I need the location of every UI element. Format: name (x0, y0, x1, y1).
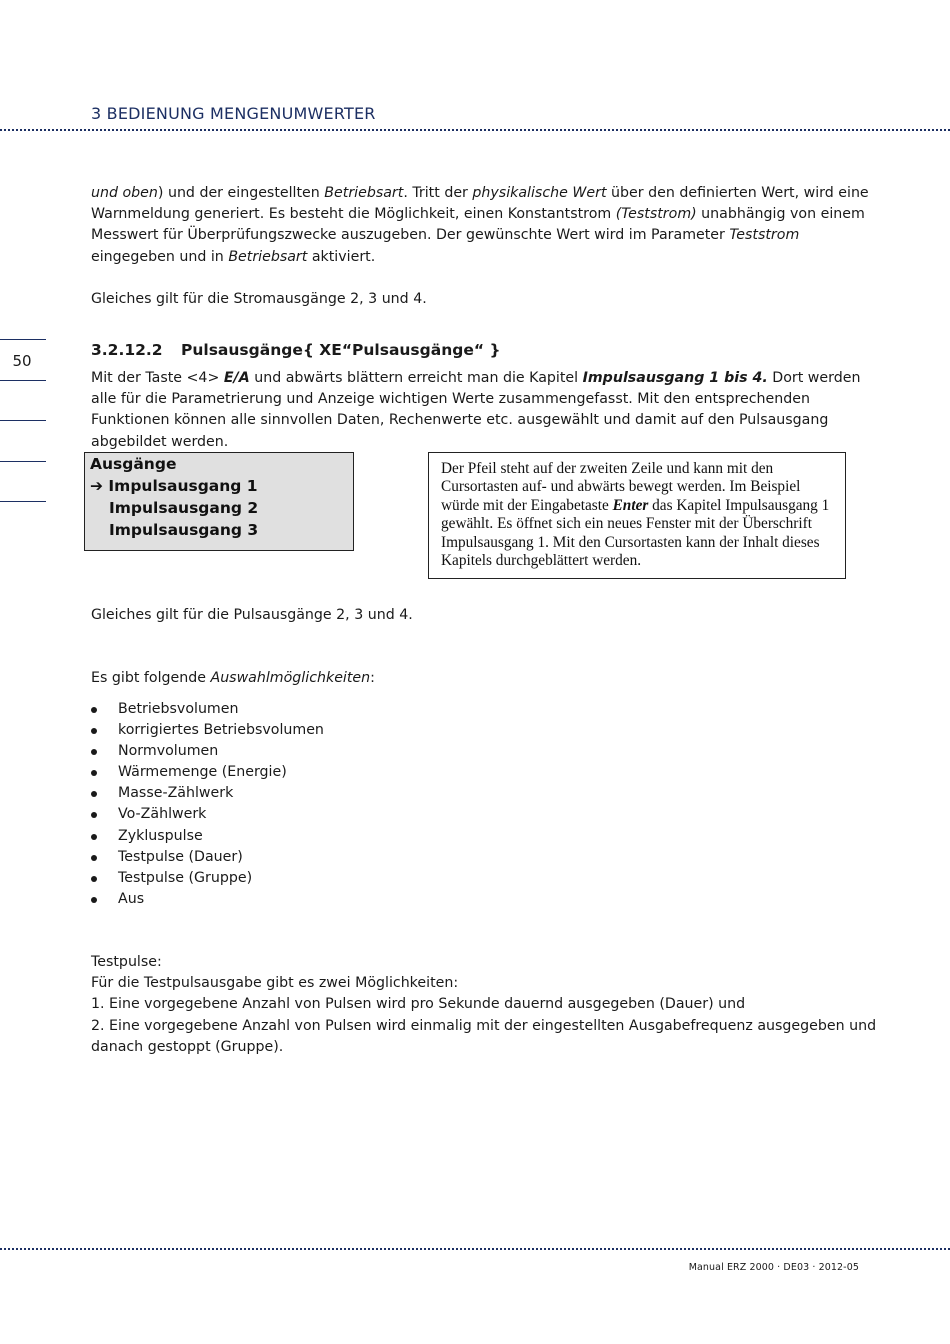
display-item-label: Impulsausgang 1 (108, 477, 258, 495)
note-text: das Kapitel Impulsausgang 1 gewählt. Es öffnet sich ein neues Fenster mit der Überschrift Impulsausgang 1. Mit den Cursortasten kann der Inhalt dieses Kapitels durchgeblättert werden. (441, 496, 830, 570)
sidebar-rule (0, 501, 46, 502)
list-item-label: Zykluspulse (118, 827, 203, 844)
intro-text: eingegeben und in (91, 248, 229, 265)
display-item: Impulsausgang 2 (109, 499, 259, 517)
list-item-label: korrigiertes Betriebsvolumen (118, 722, 324, 739)
footer-text: Manual ERZ 2000 · DE03 · 2012-05 (688, 1262, 859, 1273)
options-intro-text: Es gibt folgende (91, 670, 211, 686)
list-item-label: Normvolumen (118, 743, 219, 760)
chapter-reference: Impulsausgang 1 bis 4. (582, 370, 768, 386)
options-intro (91, 668, 881, 689)
sidebar-rule (0, 339, 46, 340)
intro-italic: Betriebsart (228, 248, 308, 265)
list-item-label: Aus (118, 890, 145, 907)
list-item (91, 741, 324, 762)
testpulse-section (91, 952, 881, 1058)
display-menu-box (84, 452, 354, 551)
options-list (91, 699, 324, 910)
bullet-icon (91, 770, 97, 776)
testpulse-option-1: 1. Eine vorgegebene Anzahl von Pulsen wird pro Sekunde dauernd ausgegeben (Dauer) und (91, 996, 746, 1013)
bullet-icon (91, 749, 97, 755)
sidebar-rule (0, 420, 46, 421)
display-item-selected (90, 475, 353, 497)
list-item-label: Vo-Zählwerk (118, 806, 207, 823)
sidebar-rule (0, 380, 46, 381)
chapter-title: 3 BEDIENUNG MENGENUMWERTER (91, 104, 376, 123)
bullet-icon (91, 834, 97, 840)
enter-key-label: Enter (612, 496, 649, 514)
list-item (91, 699, 324, 720)
list-item-label: Wärmemenge (Energie) (118, 764, 287, 781)
bullet-icon (91, 897, 97, 903)
bullet-icon (91, 707, 97, 713)
header-dotted-rule (0, 129, 950, 131)
testpulse-intro: Für die Testpulsausgabe gibt es zwei Möglichkeiten: (91, 975, 459, 992)
list-item (91, 720, 324, 741)
list-item (91, 804, 324, 825)
options-intro-colon: : (370, 670, 375, 686)
intro-text: unabhängig von einem Messwert für Überprüfungszwecke auszugeben. Der gewünschte Wert wird im Parameter (91, 206, 865, 244)
bullet-icon (91, 728, 97, 734)
section-text: und abwärts blättern erreicht man die Kapitel (249, 370, 583, 386)
note-text: Der Pfeil steht auf der zweiten Zeile und kann mit den Cursortasten auf- und abwärts bewegt werden. Im Beispiel würde mit der Eingabetaste (441, 460, 801, 514)
list-item-label: Betriebsvolumen (118, 701, 239, 717)
list-item (91, 783, 324, 804)
arrow-icon: ➔ (90, 477, 103, 495)
intro-italic: (Teststrom) (615, 206, 697, 223)
testpulse-heading: Testpulse: (91, 954, 162, 970)
page-number: 50 (12, 352, 32, 370)
display-title: Ausgänge (90, 455, 177, 473)
key-label: E/A (223, 370, 250, 386)
section-text: Mit der Taste <4> (91, 370, 224, 386)
intro-text: ) und der eingestellten (157, 185, 325, 201)
pulse-outputs-note: Gleiches gilt für die Pulsausgänge 2, 3 und 4. (91, 607, 413, 623)
explanation-note-box (428, 452, 846, 579)
list-item-label: Testpulse (Dauer) (118, 848, 243, 865)
bullet-icon (91, 876, 97, 882)
intro-paragraph (91, 183, 881, 268)
intro-italic: Betriebsart (324, 185, 404, 201)
intro-italic: physikalische Wert (472, 185, 607, 201)
section-text: Dort werden alle für die Parametrierung und Anzeige wichtigen Werte zusammengefasst. Mit den entsprechenden Funktionen können alle sinnvollen Daten, Rechenwerte etc. ausgewählt und damit auf den Pulsausgang abgebildet werden. (91, 370, 861, 450)
bullet-icon (91, 855, 97, 861)
section-paragraph (91, 368, 881, 453)
current-outputs-note: Gleiches gilt für die Stromausgänge 2, 3 und 4. (91, 291, 427, 307)
section-heading (91, 341, 500, 359)
intro-italic: und oben (91, 185, 158, 201)
list-item (91, 868, 324, 889)
list-item (91, 847, 324, 868)
bullet-icon (91, 812, 97, 818)
bullet-icon (91, 791, 97, 797)
list-item-label: Masse-Zählwerk (118, 785, 234, 802)
list-item-label: Testpulse (Gruppe) (118, 869, 253, 886)
footer-dotted-rule (0, 1248, 950, 1250)
intro-text: . Tritt der (403, 185, 473, 201)
list-item (91, 889, 324, 910)
section-title: Pulsausgänge{ XE“Pulsausgänge“ } (181, 341, 501, 359)
section-number: 3.2.12.2 (91, 341, 163, 359)
sidebar-rule (0, 461, 46, 462)
intro-text: über den definierten Wert, wird eine Warnmeldung generiert. Es besteht die Möglichkeit, einen Konstantstrom (91, 185, 869, 223)
list-item (91, 826, 324, 847)
intro-italic: Teststrom (729, 227, 800, 244)
list-item (91, 762, 324, 783)
testpulse-option-2: 2. Eine vorgegebene Anzahl von Pulsen wird einmalig mit der eingestellten Ausgabefrequenz ausgegeben und danach gestoppt (Gruppe). (91, 1017, 877, 1055)
display-item: Impulsausgang 3 (109, 521, 259, 539)
intro-text: aktiviert. (307, 248, 376, 265)
options-intro-italic: Auswahlmöglichkeiten (210, 670, 371, 686)
